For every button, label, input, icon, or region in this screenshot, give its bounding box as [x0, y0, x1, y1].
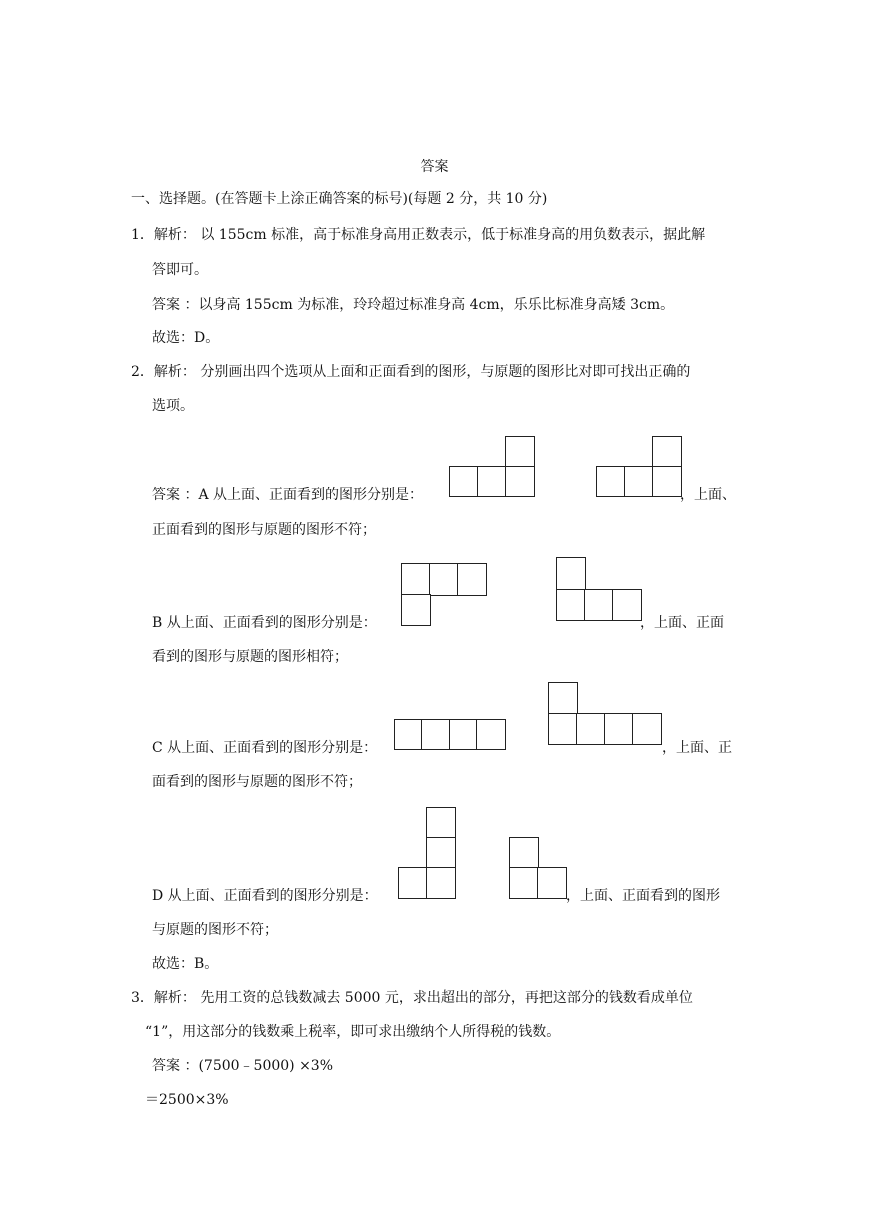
q2-choice: 故选：B。	[152, 956, 219, 972]
q3-answer-line2: ＝2500×3%	[145, 1092, 229, 1108]
section-heading: 一、选择题。(在答题卡上涂正确答案的标号)(每题 2 分，共 10 分)	[131, 191, 548, 207]
option-c-front-view-figure	[548, 682, 662, 745]
q2-analysis-line1: 2．解析： 分别画出四个选项从上面和正面看到的图形，与原题的图形比对即可找出正确的	[131, 364, 691, 380]
q1-analysis-line2: 答即可。	[152, 262, 208, 278]
option-c-tail: ，上面、正	[662, 740, 732, 756]
option-a-tail: ，上面、	[680, 487, 736, 503]
option-a-top-view-figure	[449, 436, 535, 497]
option-d-tail: ，上面、正面看到的图形	[566, 888, 720, 904]
option-b-top-view-figure	[401, 563, 487, 626]
q3-answer-line1: 答案 ：(7500﹣5000) ×3%	[152, 1058, 334, 1074]
q1-choice: 故选：D。	[152, 330, 220, 346]
q1-answer: 答案 ：以身高 155cm 为标准，玲玲超过标准身高 4cm，乐乐比标准身高矮 3cm。	[152, 297, 675, 313]
option-d-front-view-figure	[509, 837, 567, 899]
option-b-line1: B 从上面、正面看到的图形分别是：	[152, 615, 377, 631]
option-d-top-view-figure	[398, 807, 456, 899]
option-b-front-view-figure	[556, 557, 642, 621]
q3-analysis-line2: “1”，用这部分的钱数乘上税率，即可求出缴纳个人所得税的钱数。	[145, 1024, 561, 1040]
option-a-front-view-figure	[596, 436, 682, 497]
page-title: 答案	[420, 159, 449, 175]
option-a-line2: 正面看到的图形与原题的图形不符；	[152, 522, 376, 538]
q1-analysis-line1: 1．解析： 以 155cm 标准，高于标准身高用正数表示，低于标准身高的用负数表示，据此解	[131, 227, 706, 243]
option-c-top-view-figure	[394, 719, 506, 750]
option-b-line2: 看到的图形与原题的图形相符；	[152, 649, 348, 665]
option-d-line2: 与原题的图形不符；	[152, 922, 278, 938]
option-a-line1: 答案 ：A 从上面、正面看到的图形分别是：	[152, 487, 424, 503]
option-c-line1: C 从上面、正面看到的图形分别是：	[152, 740, 378, 756]
q3-analysis-line1: 3．解析： 先用工资的总钱数减去 5000 元，求出超出的部分，再把这部分的钱数看成单位	[131, 990, 693, 1006]
option-d-line1: D 从上面、正面看到的图形分别是：	[152, 888, 378, 904]
q2-analysis-line2: 选项。	[152, 398, 194, 414]
option-c-line2: 面看到的图形与原题的图形不符；	[152, 774, 362, 790]
option-b-tail: ，上面、正面	[640, 615, 724, 631]
